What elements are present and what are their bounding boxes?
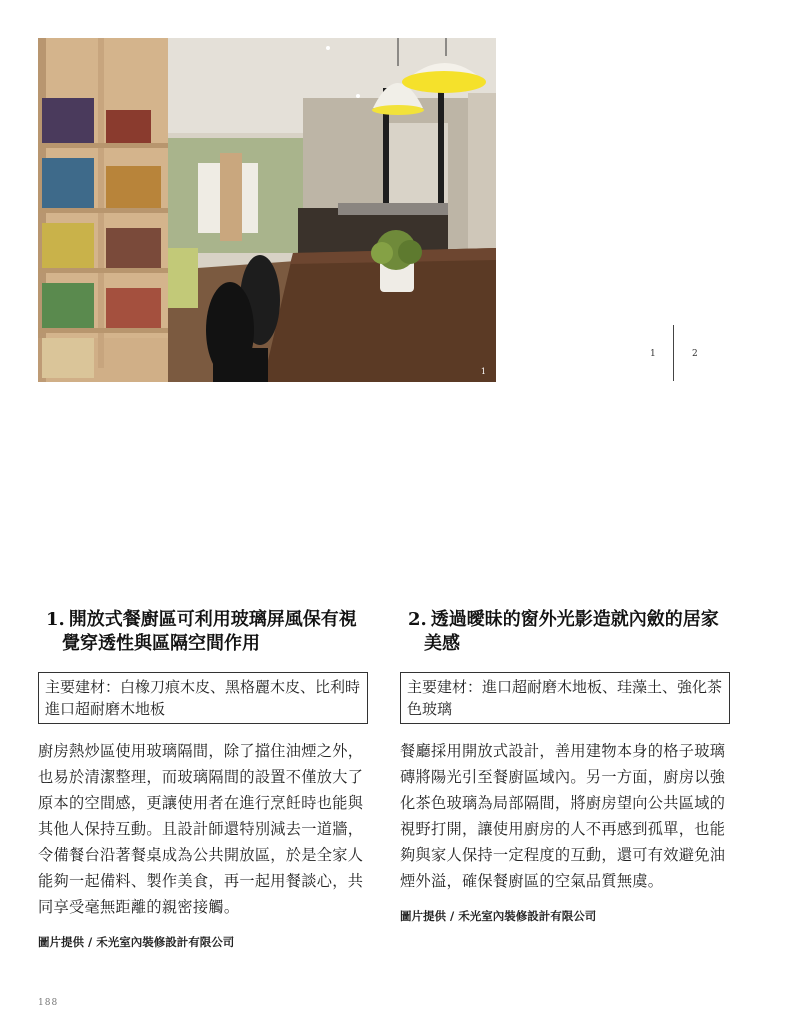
section-1-title-text: 開放式餐廚區可利用玻璃屏風保有視覺穿透性與區隔空間作用 bbox=[62, 609, 357, 654]
dining-kitchen-illustration bbox=[38, 38, 496, 382]
section-1-number: 1. bbox=[46, 609, 65, 630]
section-2-number: 2. bbox=[408, 609, 427, 630]
section-1-title bbox=[38, 608, 368, 656]
photo-index-right: 2 bbox=[692, 349, 698, 359]
photo-number: 1 bbox=[480, 367, 486, 376]
section-2 bbox=[400, 608, 730, 924]
section-1-credit: 圖片提供 / 禾光室內裝修設計有限公司 bbox=[38, 935, 235, 949]
section-1-materials-box: 主要建材：白橡刀痕木皮、黑格麗木皮、比利時進口超耐磨木地板 bbox=[38, 672, 368, 724]
photo-index-divider bbox=[673, 325, 674, 381]
photo-index bbox=[640, 325, 720, 381]
section-2-materials-box: 主要建材：進口超耐磨木地板、珪藻土、強化茶色玻璃 bbox=[400, 672, 730, 724]
page-number: 188 bbox=[38, 998, 59, 1008]
section-1-body: 廚房熱炒區使用玻璃隔間，除了擋住油煙之外，也易於清潔整理，而玻璃隔間的設置不僅放大了原本的空間感，更讓使用者在進行烹飪時也能與其他人保持互動。且設計師還特別減去一道牆，令備餐台沿著餐桌成為公共開放區，於是全家人能夠一起備料、製作美食，再一起用餐談心，共同享受毫無距離的親密接觸。 bbox=[38, 742, 364, 916]
photo-index-left: 1 bbox=[650, 349, 656, 359]
section-2-title bbox=[400, 608, 730, 656]
section-2-title-text: 透過曖昧的窗外光影造就內斂的居家美感 bbox=[424, 609, 719, 654]
section-1 bbox=[38, 608, 368, 950]
section-2-body: 餐廳採用開放式設計，善用建物本身的格子玻璃磚將陽光引至餐廚區域內。另一方面，廚房以強化茶色玻璃為局部隔間，將廚房望向公共區域的視野打開，讓使用廚房的人不再感到孤單，也能夠與家人保持一定程度的互動，還可有效避免油煙外溢，確保餐廚區的空氣品質無虞。 bbox=[400, 742, 726, 890]
interior-photo bbox=[38, 38, 496, 382]
section-2-credit: 圖片提供 / 禾光室內裝修設計有限公司 bbox=[400, 909, 597, 923]
